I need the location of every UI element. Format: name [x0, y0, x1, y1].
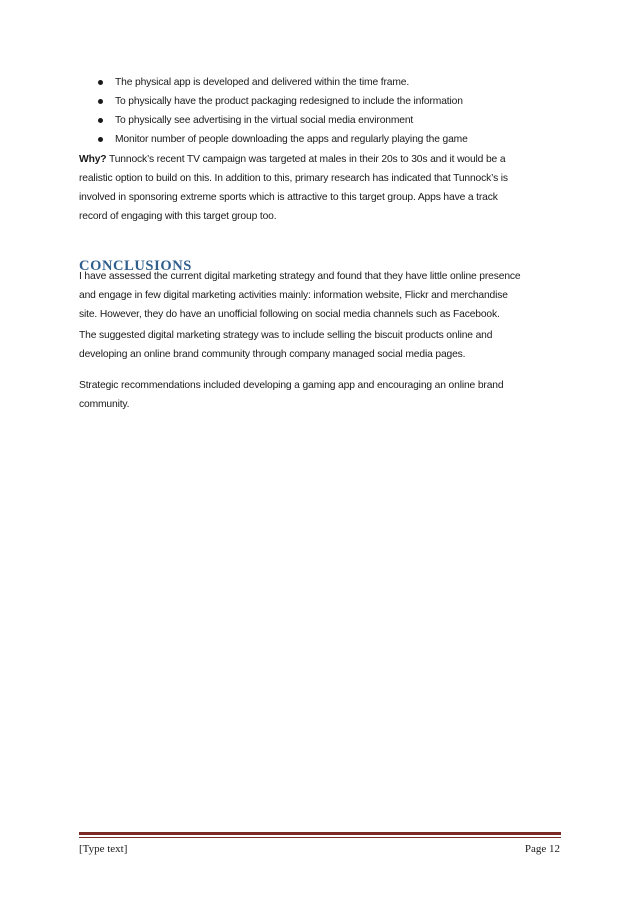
footer-placeholder-text: [Type text]	[79, 843, 128, 855]
bullet-icon	[98, 118, 103, 123]
paragraph-line: site. However, they do have an unofficial following on social media channels such as Facebook.	[79, 309, 500, 320]
bullet-text: To physically have the product packaging redesigned to include the information	[115, 96, 463, 107]
why-line: Tunnock’s recent TV campaign was targeted at males in their 20s to 30s and it would be a	[106, 154, 506, 165]
bullet-list	[96, 73, 566, 149]
paragraph-line: community.	[79, 399, 130, 410]
bullet-item	[96, 73, 566, 92]
why-line: realistic option to build on this. In addition to this, primary research has indicated that Tunnock’s is	[79, 173, 508, 184]
conclusions-heading: CONCLUSIONS	[79, 258, 192, 274]
bullet-icon	[98, 137, 103, 142]
bullet-icon	[98, 99, 103, 104]
bullet-text: Monitor number of people downloading the apps and regularly playing the game	[115, 134, 468, 145]
why-line: record of engaging with this target group too.	[79, 211, 277, 222]
paragraph-line: I have assessed the current digital marketing strategy and found that they have little online presence	[79, 271, 521, 282]
conclusions-paragraph-2	[79, 326, 569, 364]
footer-divider-thin	[79, 837, 561, 838]
bullet-text: To physically see advertising in the virtual social media environment	[115, 115, 414, 126]
bullet-item	[96, 130, 566, 149]
conclusions-paragraph-3	[79, 376, 569, 414]
bullet-text: The physical app is developed and delivered within the time frame.	[115, 77, 410, 88]
why-paragraph	[79, 150, 569, 226]
page-number: Page 12	[524, 843, 560, 855]
bullet-item	[96, 92, 566, 111]
why-label: Why?	[79, 154, 107, 165]
paragraph-line: developing an online brand community through company managed social media pages.	[79, 349, 466, 360]
conclusions-paragraph-1	[79, 267, 569, 324]
paragraph-line: and engage in few digital marketing activities mainly: information website, Flickr and merchandise	[79, 290, 508, 301]
footer-divider	[79, 832, 561, 835]
paragraph-line: Strategic recommendations included developing a gaming app and encouraging an online brand	[79, 380, 504, 391]
why-line: involved in sponsoring extreme sports which is attractive to this target group. Apps have a track	[79, 192, 498, 203]
bullet-icon	[98, 80, 103, 85]
paragraph-line: The suggested digital marketing strategy was to include selling the biscuit products online and	[79, 330, 493, 341]
bullet-item	[96, 111, 566, 130]
